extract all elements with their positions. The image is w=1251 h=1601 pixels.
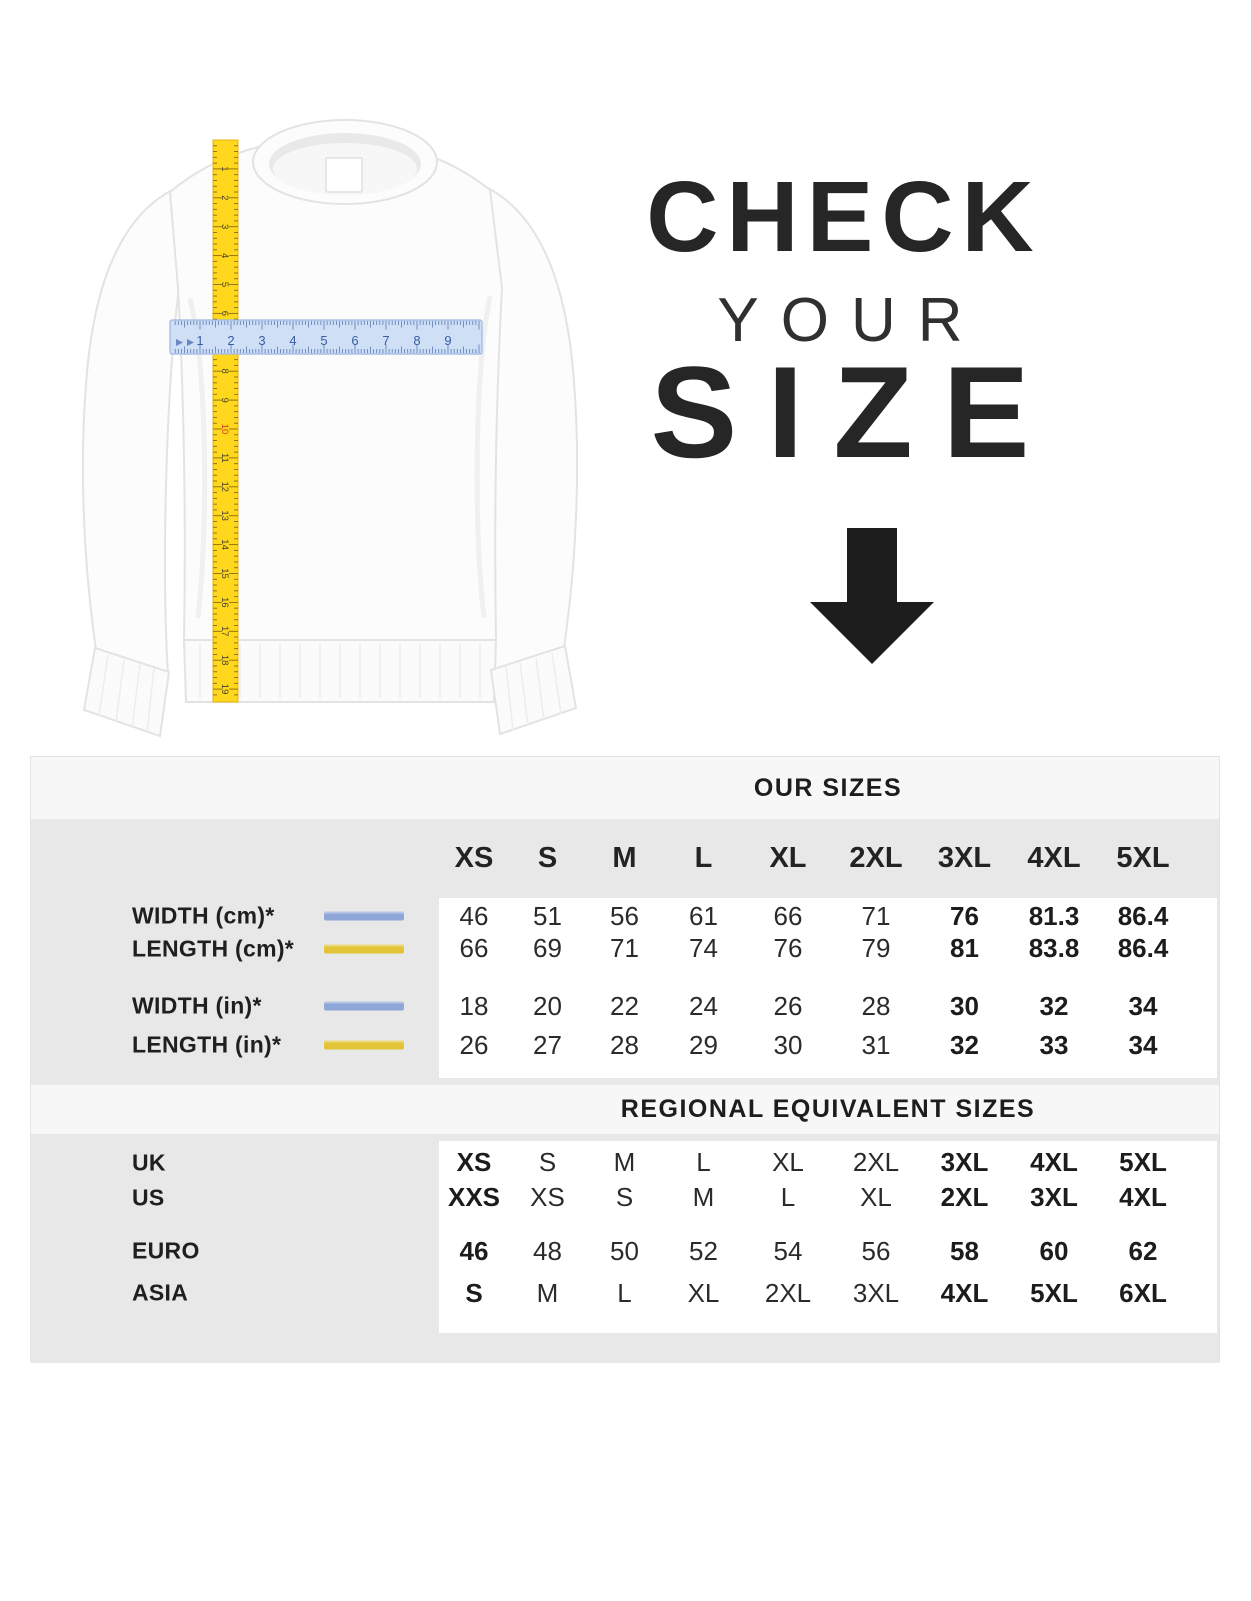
size-cell: M: [692, 1182, 715, 1212]
measurement-row: [439, 987, 1217, 1025]
down-arrow-icon: [810, 528, 934, 664]
horizontal-ruler-icon: [170, 320, 482, 354]
ruler-number: 8: [413, 333, 421, 348]
regional-row: [439, 1231, 1217, 1271]
tape-number: 19: [219, 683, 230, 695]
measurement-row: [439, 900, 1217, 932]
row-label: WIDTH (in)*: [132, 992, 262, 1019]
size-cell: 5XL: [1119, 1147, 1167, 1177]
ruler-number: 3: [258, 333, 266, 348]
size-cell: 83.8: [1028, 933, 1080, 963]
row-label: UK: [132, 1149, 166, 1175]
tape-number: 14: [219, 539, 230, 550]
size-cell: 56: [610, 900, 639, 931]
sweatshirt-illustration: [50, 98, 610, 753]
size-cell: XS: [456, 1147, 492, 1177]
size-cell: 22: [610, 990, 639, 1021]
size-cell: M: [613, 1147, 636, 1177]
size-cell: 5XL: [1030, 1277, 1078, 1308]
tape-number: 5: [219, 281, 230, 288]
size-cell: XS: [530, 1182, 565, 1212]
size-cell: 3XL: [1030, 1182, 1078, 1212]
row-spacer: [439, 1215, 1217, 1231]
size-cell: 66: [773, 900, 803, 931]
measurement-labels: [31, 898, 439, 1078]
size-cell: 76: [773, 933, 803, 963]
row-label: ASIA: [132, 1279, 189, 1306]
size-cell: 3XL: [852, 1277, 900, 1308]
size-cell: 54: [773, 1235, 803, 1266]
size-cell: 30: [950, 990, 979, 1021]
size-cell: 46: [459, 900, 489, 931]
label-row: [31, 987, 439, 1025]
hero-title-line3: SIZE: [650, 339, 1060, 485]
ruler-number: 9: [444, 333, 452, 348]
size-cell: 28: [610, 1029, 639, 1060]
size-cell: 61: [689, 900, 718, 931]
size-column-header: 5XL: [1116, 842, 1170, 874]
size-cell: 32: [950, 1029, 979, 1060]
size-column-header: XS: [454, 842, 494, 874]
size-cell: 69: [533, 933, 562, 963]
size-cell: 74: [689, 933, 718, 963]
size-cell: 4XL: [940, 1277, 989, 1308]
hero-title-line2: YOUR: [717, 286, 985, 355]
collar: [253, 120, 437, 204]
size-cell: 4XL: [1119, 1182, 1167, 1212]
size-cell: 4XL: [1030, 1147, 1078, 1177]
neck-tag: [326, 158, 362, 192]
tape-number: 12: [219, 481, 230, 493]
row-label: LENGTH (in)*: [132, 1031, 282, 1058]
tape-number: 13: [219, 510, 230, 521]
label-row: [31, 900, 439, 932]
size-cell: 6XL: [1119, 1277, 1167, 1308]
size-cell: XL: [860, 1182, 892, 1212]
ruler-number: 7: [382, 333, 390, 348]
size-cell: 86.4: [1117, 933, 1169, 963]
size-column-header: 4XL: [1027, 842, 1081, 874]
size-cell: 48: [533, 1235, 562, 1266]
size-cell: 26: [459, 1029, 489, 1060]
measurements-panel: [439, 898, 1217, 1078]
tape-number: 15: [219, 568, 230, 579]
ruler-number: 1: [196, 333, 204, 348]
our-sizes-band: [31, 757, 1219, 819]
regional-row: [439, 1180, 1217, 1215]
row-spacer: [31, 965, 439, 987]
size-cell: 62: [1128, 1235, 1158, 1266]
ruler-number: 6: [351, 333, 359, 348]
tape-number: 10: [219, 423, 230, 435]
size-cell: 66: [459, 933, 489, 963]
size-cell: S: [465, 1277, 483, 1308]
size-cell: 71: [610, 933, 639, 963]
tape-number: 11: [219, 452, 230, 463]
size-cell: L: [696, 1147, 711, 1177]
size-cell: 18: [459, 990, 489, 1021]
tape-number: 2: [219, 195, 230, 201]
label-row: [31, 1145, 439, 1180]
row-spacer: [31, 1215, 439, 1231]
size-cell: 34: [1128, 990, 1158, 1021]
tape-number: 9: [219, 397, 230, 403]
length-legend-bar: [324, 944, 404, 953]
size-cell: XXS: [447, 1182, 501, 1212]
size-column-headers: [439, 819, 1217, 898]
tape-number: 6: [219, 310, 230, 317]
size-cell: 50: [610, 1235, 639, 1266]
row-spacer: [439, 965, 1217, 987]
label-row: [31, 1231, 439, 1271]
label-row: [31, 932, 439, 965]
size-cell: 33: [1039, 1029, 1069, 1060]
size-cell: 34: [1128, 1029, 1158, 1060]
size-chart-table: [30, 756, 1220, 1362]
size-cell: 81.3: [1028, 900, 1080, 931]
label-row: [31, 1180, 439, 1215]
size-cell: 27: [533, 1029, 562, 1060]
vertical-tape-measure-icon: [213, 140, 238, 702]
tape-number: 18: [219, 654, 230, 666]
our-sizes-header: OUR SIZES: [753, 774, 903, 802]
tape-number: 1: [219, 166, 230, 172]
size-cell: XL: [772, 1147, 804, 1177]
size-cell: 2XL: [940, 1182, 989, 1212]
size-cell: 29: [689, 1029, 718, 1060]
row-label: WIDTH (cm)*: [132, 902, 275, 929]
label-row: [31, 1271, 439, 1315]
size-column-header: S: [537, 842, 558, 874]
size-cell: 60: [1039, 1235, 1069, 1266]
size-cell: 2XL: [764, 1277, 812, 1308]
regional-labels: [31, 1141, 439, 1333]
size-cell: 71: [861, 900, 891, 931]
ruler-number: 4: [289, 333, 297, 348]
size-cell: 58: [950, 1235, 979, 1266]
sweatshirt-garment: [83, 120, 577, 736]
row-label: LENGTH (cm)*: [132, 935, 295, 961]
measurement-row: [439, 1025, 1217, 1065]
size-cell: 20: [533, 990, 562, 1021]
size-cell: L: [617, 1277, 632, 1308]
regional-panel: [439, 1141, 1217, 1333]
size-cell: 2XL: [852, 1147, 900, 1177]
size-cell: 31: [861, 1029, 891, 1060]
measurement-row: [439, 932, 1217, 965]
ruler-number: 2: [227, 333, 235, 348]
size-cell: 32: [1039, 990, 1069, 1021]
hero-title-line1: CHECK: [646, 161, 1042, 273]
size-column-header: M: [612, 842, 637, 874]
regional-row: [439, 1145, 1217, 1180]
size-cell: XL: [687, 1277, 720, 1308]
label-row: [31, 1025, 439, 1065]
tape-number: 4: [219, 252, 230, 259]
tape-number: 16: [219, 597, 230, 608]
size-cell: 81: [950, 933, 979, 963]
regional-header: REGIONAL EQUIVALENT SIZES: [620, 1095, 1036, 1123]
size-column-header: XL: [769, 842, 807, 874]
tape-number: 3: [219, 224, 230, 230]
size-cell: M: [536, 1277, 559, 1308]
size-cell: 51: [533, 900, 562, 931]
regional-band: [31, 1085, 1219, 1134]
tape-number: 8: [219, 368, 230, 374]
size-cell: 30: [773, 1029, 803, 1060]
width-legend-bar: [324, 912, 404, 921]
size-cell: 28: [861, 990, 891, 1021]
size-cell: 52: [689, 1235, 718, 1266]
size-cell: S: [615, 1182, 634, 1212]
size-cell: 86.4: [1117, 900, 1169, 931]
ruler-number: 5: [320, 333, 328, 348]
size-cell: 24: [689, 990, 718, 1021]
size-cell: 46: [459, 1235, 489, 1266]
row-label: US: [132, 1184, 165, 1210]
tape-number: 17: [219, 626, 230, 637]
size-cell: L: [780, 1182, 796, 1212]
size-cell: 56: [861, 1235, 891, 1266]
size-column-header: L: [694, 842, 713, 874]
size-cell: 76: [950, 900, 979, 931]
regional-row: [439, 1271, 1217, 1315]
size-cell: S: [538, 1147, 557, 1177]
length-legend-bar: [324, 1041, 404, 1050]
size-cell: 26: [773, 990, 803, 1021]
size-column-header: 2XL: [849, 842, 903, 874]
row-label: EURO: [132, 1237, 200, 1264]
size-column-header: 3XL: [937, 842, 992, 874]
size-cell: 79: [861, 933, 891, 963]
width-legend-bar: [324, 1002, 404, 1011]
size-cell: 3XL: [940, 1147, 989, 1177]
